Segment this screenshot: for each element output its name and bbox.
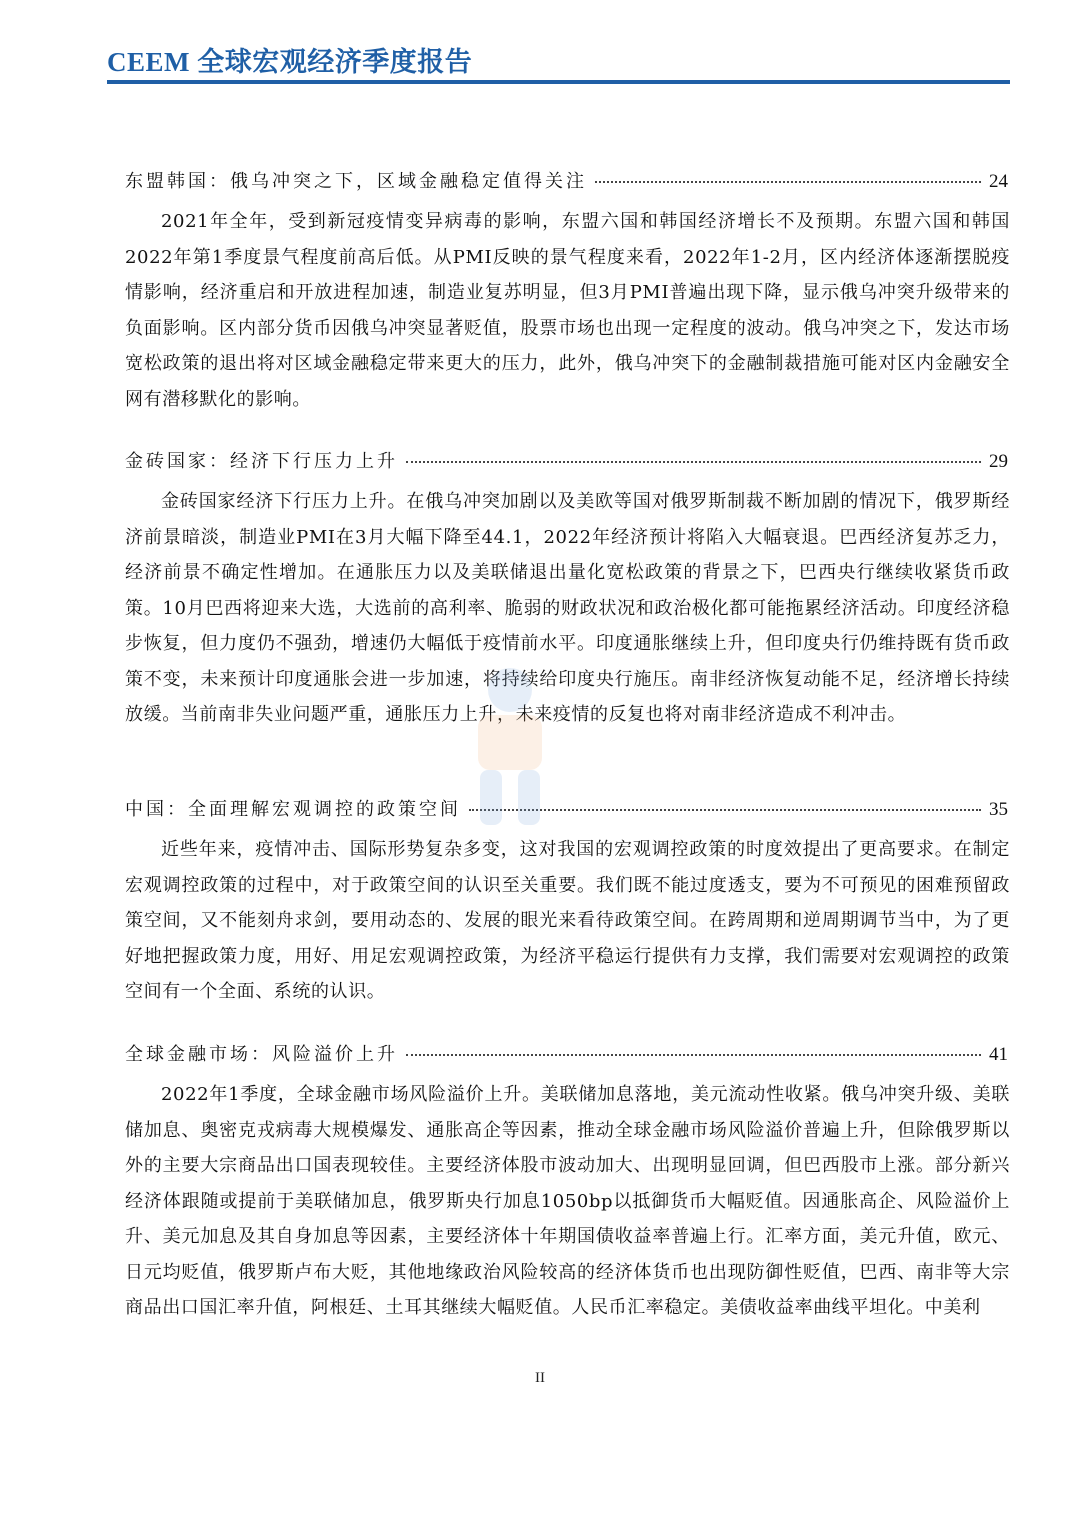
toc-page-number: 41 xyxy=(989,1044,1008,1065)
toc-title: 金砖国家：经济下行压力上升 xyxy=(125,451,398,472)
toc-leader-dots xyxy=(595,181,981,183)
section-paragraph: 金砖国家经济下行压力上升。在俄乌冲突加剧以及美欧等国对俄罗斯制裁不断加剧的情况下，俄罗斯经济前景暗淡，制造业PMI在3月大幅下降至44.1，2022年经济预计将陷入大幅衰退。巴西经济复苏乏力，经济前景不确定性增加。在通胀压力以及美联储退出量化宽松政策的背景之下，巴西央行继续收紧货币政策。10月巴西将迎来大选，大选前的高利率、脆弱的财政状况和政治极化都可能拖累经济活动。印度经济稳步恢复，但力度仍不强劲，增速仍大幅低于疫情前水平。印度通胀继续上升，但印度央行仍维持既有货币政策不变，未来预计印度通胀会进一步加速，将持续给印度央行施压。南非经济恢复动能不足，经济增长持续放缓。当前南非失业问题严重，通胀压力上升，未来疫情的反复也将对南非经济造成不利冲击。 xyxy=(125,491,1010,725)
toc-entry-brics[interactable] xyxy=(125,447,1008,477)
toc-page-number: 24 xyxy=(989,171,1008,192)
toc-page-number: 35 xyxy=(989,799,1008,820)
page-number-footer: II xyxy=(535,1370,545,1386)
toc-entry-global-financial-markets[interactable] xyxy=(125,1040,1008,1070)
section-paragraph: 2021年全年，受到新冠疫情变异病毒的影响，东盟六国和韩国经济增长不及预期。东盟六国和韩国2022年第1季度景气程度前高后低。从PMI反映的景气程度来看，2022年1-2月，区内经济体逐渐摆脱疫情影响，经济重启和开放进程加速，制造业复苏明显，但3月PMI普遍出现下降，显示俄乌冲突升级带来的负面影响。区内部分货币因俄乌冲突显著贬值，股票市场也出现一定程度的波动。俄乌冲突之下，发达市场宽松政策的退出将对区域金融稳定带来更大的压力，此外，俄乌冲突下的金融制裁措施可能对区内金融安全网有潜移默化的影响。 xyxy=(125,211,1010,410)
toc-title: 东盟韩国：俄乌冲突之下，区域金融稳定值得关注 xyxy=(125,171,587,192)
report-header-title: CEEM 全球宏观经济季度报告 xyxy=(107,47,473,77)
toc-leader-dots xyxy=(406,1054,981,1056)
toc-entry-asean-korea[interactable] xyxy=(125,167,1008,197)
section-paragraph: 2022年1季度，全球金融市场风险溢价上升。美联储加息落地，美元流动性收紧。俄乌冲突升级、美联储加息、奥密克戎病毒大规模爆发、通胀高企等因素，推动全球金融市场风险溢价普遍上升，但除俄罗斯以外的主要大宗商品出口国表现较佳。主要经济体股市波动加大、出现明显回调，但巴西股市上涨。部分新兴经济体跟随或提前于美联储加息，俄罗斯央行加息1050bp以抵御货币大幅贬值。因通胀高企、风险溢价上升、美元加息及其自身加息等因素，主要经济体十年期国债收益率普遍上行。汇率方面，美元升值，欧元、日元均贬值，俄罗斯卢布大贬，其他地缘政治风险较高的经济体货币也出现防御性贬值，巴西、南非等大宗商品出口国汇率升值，阿根廷、土耳其继续大幅贬值。人民币汇率稳定。美债收益率曲线平坦化。中美利 xyxy=(125,1084,1010,1318)
watermark-figure-icon xyxy=(450,660,570,840)
toc-title: 中国：全面理解宏观调控的政策空间 xyxy=(125,799,461,820)
section-paragraph: 近些年来，疫情冲击、国际形势复杂多变，这对我国的宏观调控政策的时度效提出了更高要求。在制定宏观调控政策的过程中，对于政策空间的认识至关重要。我们既不能过度透支，要为不可预见的困难预留政策空间，又不能刻舟求剑，要用动态的、发展的眼光来看待政策空间。在跨周期和逆周期调节当中，为了更好地把握政策力度，用好、用足宏观调控政策，为经济平稳运行提供有力支撑，我们需要对宏观调控的政策空间有一个全面、系统的认识。 xyxy=(125,839,1010,1002)
toc-page-number: 29 xyxy=(989,451,1008,472)
toc-title: 全球金融市场：风险溢价上升 xyxy=(125,1044,398,1065)
toc-leader-dots xyxy=(406,461,981,463)
header-divider xyxy=(107,80,1010,84)
